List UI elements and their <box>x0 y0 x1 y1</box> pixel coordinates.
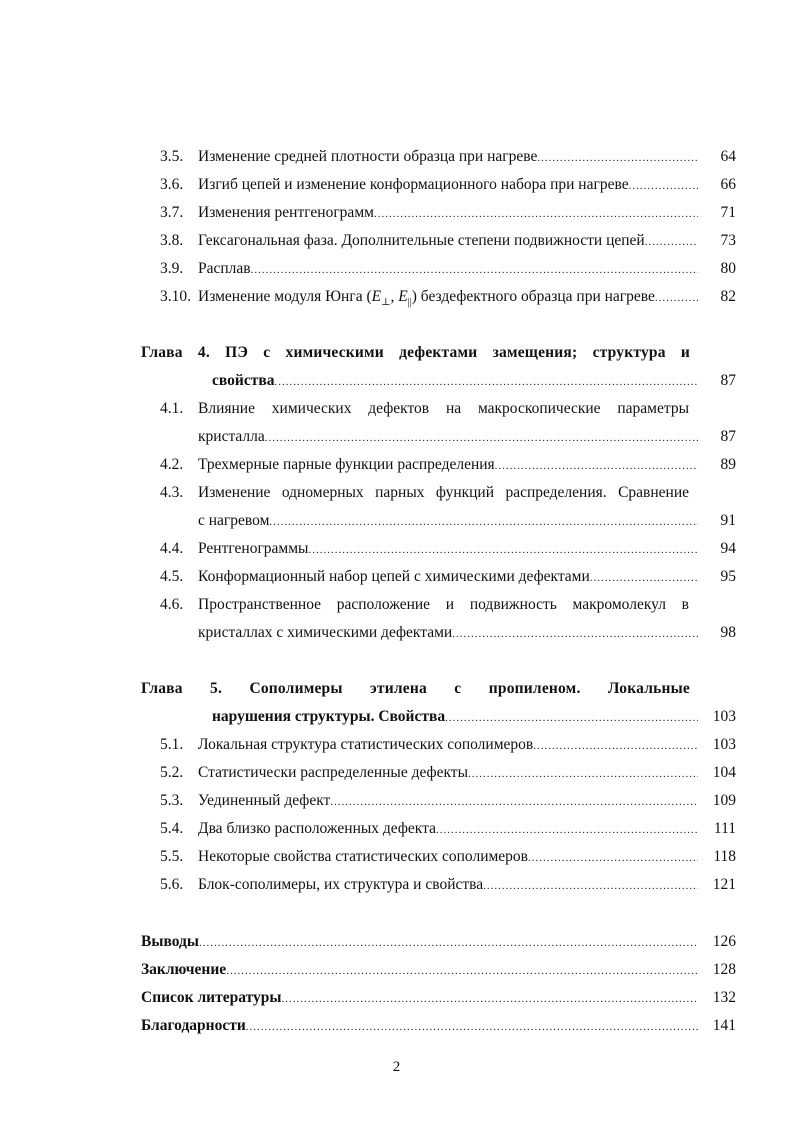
entry-page: 103 <box>712 708 736 725</box>
entry-page: 94 <box>720 540 736 557</box>
chapter-5-heading <box>0 678 793 700</box>
leader-dots <box>452 623 698 645</box>
entry-title: Выводы <box>141 933 199 950</box>
entry-page: 87 <box>720 428 736 445</box>
entry-page: 128 <box>712 961 736 978</box>
entry-page: 98 <box>720 624 736 641</box>
leader-dots <box>226 960 698 982</box>
entry-page: 80 <box>720 260 736 277</box>
entry-page: 121 <box>712 876 736 893</box>
entry-number: 4.3. <box>160 484 184 501</box>
entry-page: 91 <box>720 512 736 529</box>
entry-number: 4.5. <box>160 568 184 585</box>
toc-entry-4-6 <box>0 594 793 616</box>
toc-entry-5-5 <box>0 846 793 868</box>
chapter-title-line2: свойства <box>212 372 275 389</box>
entry-number: 4.4. <box>160 540 184 557</box>
toc-entry-3-7 <box>0 202 793 224</box>
entry-number: 5.3. <box>160 792 184 809</box>
entry-page: 64 <box>720 148 736 165</box>
chapter-title-line1: Глава 5. Сополимеры этилена с пропиленом. Локальные <box>141 680 690 697</box>
leader-dots <box>528 847 698 869</box>
entry-title: Конформационный набор цепей с химическими дефектами <box>198 568 590 585</box>
entry-page: 132 <box>712 989 736 1006</box>
entry-page: 141 <box>712 1017 736 1034</box>
entry-number: 4.6. <box>160 596 184 613</box>
leader-dots <box>629 175 698 197</box>
entry-number: 5.5. <box>160 848 184 865</box>
toc-entry-5-6 <box>0 874 793 896</box>
title-prefix: Изменение модуля Юнга ( <box>198 288 372 305</box>
toc-entry-summary <box>0 959 793 981</box>
toc-entry-5-3 <box>0 790 793 812</box>
title-suffix: ) бездефектного образца при нагреве <box>411 288 655 305</box>
toc-entry-3-10 <box>0 286 793 308</box>
entry-page: 118 <box>713 848 736 865</box>
entry-page: 111 <box>713 820 736 837</box>
entry-page: 89 <box>720 456 736 473</box>
entry-title-line1: Изменение одномерных парных функций распределения. Сравнение <box>198 484 689 501</box>
toc-entry-5-4 <box>0 818 793 840</box>
toc-entry-3-8 <box>0 230 793 252</box>
leader-dots <box>281 988 698 1010</box>
leader-dots <box>274 371 698 393</box>
entry-number: 4.2. <box>160 456 184 473</box>
leader-dots <box>308 539 698 561</box>
leader-dots <box>468 763 698 785</box>
modulus-symbol: E <box>398 288 408 305</box>
entry-page: 103 <box>712 736 736 753</box>
entry-number: 5.4. <box>160 820 184 837</box>
chapter-title-line2: нарушения структуры. Свойства <box>212 708 446 725</box>
entry-title: Заключение <box>141 961 227 978</box>
entry-number: 3.8. <box>160 232 184 249</box>
leader-dots <box>330 791 698 813</box>
entry-number: 3.6. <box>160 176 184 193</box>
entry-title: Два близко расположенных дефекта <box>198 820 436 837</box>
entry-title: Гексагональная фаза. Дополнительные степени подвижности цепей <box>198 232 645 249</box>
entry-page: 126 <box>712 933 736 950</box>
leader-dots <box>251 259 698 281</box>
leader-dots <box>269 511 698 533</box>
toc-entry-4-2 <box>0 454 793 476</box>
separator: , <box>390 288 399 305</box>
toc-entry-conclusions <box>0 931 793 953</box>
entry-number: 3.5. <box>160 148 184 165</box>
entry-number: 4.1. <box>160 400 184 417</box>
entry-title: Некоторые свойства статистических сополимеров <box>198 848 528 865</box>
entry-page: 87 <box>720 372 736 389</box>
toc-entry-3-9 <box>0 258 793 280</box>
toc-entry-4-4 <box>0 538 793 560</box>
toc-entry-5-2 <box>0 762 793 784</box>
perp-subscript: ⊥ <box>381 297 391 309</box>
toc-entry-acknowledgements <box>0 1015 793 1037</box>
entry-title: Изменение средней плотности образца при нагреве <box>198 148 538 165</box>
parallel-subscript: || <box>407 297 412 309</box>
entry-title-line2: кристалла <box>198 428 265 445</box>
entry-number: 5.2. <box>160 764 184 781</box>
leader-dots <box>533 735 698 757</box>
leader-dots <box>199 932 698 954</box>
entry-title: Изгиб цепей и изменение конформационного набора при нагреве <box>198 176 629 193</box>
entry-title: Уединенный дефект <box>198 792 331 809</box>
toc-entry-4-1 <box>0 398 793 420</box>
entry-title: Локальная структура статистических сополимеров <box>198 736 534 753</box>
entry-page: 73 <box>720 232 736 249</box>
entry-title: Статистически распределенные дефекты <box>198 764 468 781</box>
entry-title <box>198 286 655 314</box>
entry-page: 82 <box>720 288 736 305</box>
chapter-title-line1: Глава 4. ПЭ с химическими дефектами замещения; структура и <box>141 344 690 361</box>
modulus-symbol: E <box>371 288 382 305</box>
entry-title-line2: кристаллах с химическими дефектами <box>198 624 453 641</box>
entry-title-line1: Влияние химических дефектов на макроскопические параметры <box>198 400 689 417</box>
leader-dots <box>483 875 698 897</box>
entry-number: 3.7. <box>160 204 184 221</box>
toc-entry-3-5 <box>0 146 793 168</box>
toc-entry-4-3 <box>0 482 793 504</box>
leader-dots <box>246 1016 698 1038</box>
toc-entry-4-1-cont <box>0 426 793 448</box>
toc-entry-5-1 <box>0 734 793 756</box>
toc-entry-4-6-cont <box>0 622 793 644</box>
leader-dots <box>645 231 698 253</box>
chapter-5-heading-cont <box>0 706 793 728</box>
entry-page: 95 <box>720 568 736 585</box>
entry-page: 109 <box>712 792 736 809</box>
chapter-4-heading <box>0 342 793 364</box>
toc-entry-4-5 <box>0 566 793 588</box>
toc-entry-4-3-cont <box>0 510 793 532</box>
entry-title: Расплав <box>198 260 251 277</box>
leader-dots <box>590 567 698 589</box>
entry-page: 71 <box>720 204 736 221</box>
entry-page: 66 <box>720 176 736 193</box>
entry-title: Рентгенограммы <box>198 540 309 557</box>
entry-number: 3.10. <box>160 288 191 305</box>
leader-dots <box>265 427 698 449</box>
leader-dots <box>495 455 698 477</box>
leader-dots <box>436 819 698 841</box>
entry-page: 104 <box>712 764 736 781</box>
leader-dots <box>537 147 698 169</box>
toc-entry-references <box>0 987 793 1009</box>
entry-number: 5.1. <box>160 736 184 753</box>
entry-number: 5.6. <box>160 876 184 893</box>
toc-entry-3-6 <box>0 174 793 196</box>
entry-title: Список литературы <box>141 989 282 1006</box>
entry-number: 3.9. <box>160 260 184 277</box>
entry-title-line1: Пространственное расположение и подвижность макромолекул в <box>198 596 689 613</box>
entry-title: Благодарности <box>141 1017 246 1034</box>
entry-title: Изменения рентгенограмм <box>198 204 374 221</box>
leader-dots <box>374 203 698 225</box>
page-number: 2 <box>392 1059 401 1075</box>
entry-title: Блок-сополимеры, их структура и свойства <box>198 876 484 893</box>
entry-title: Трехмерные парные функции распределения <box>198 456 495 473</box>
chapter-4-heading-cont <box>0 370 793 392</box>
entry-title-line2: с нагревом <box>198 512 270 529</box>
leader-dots <box>445 707 698 729</box>
